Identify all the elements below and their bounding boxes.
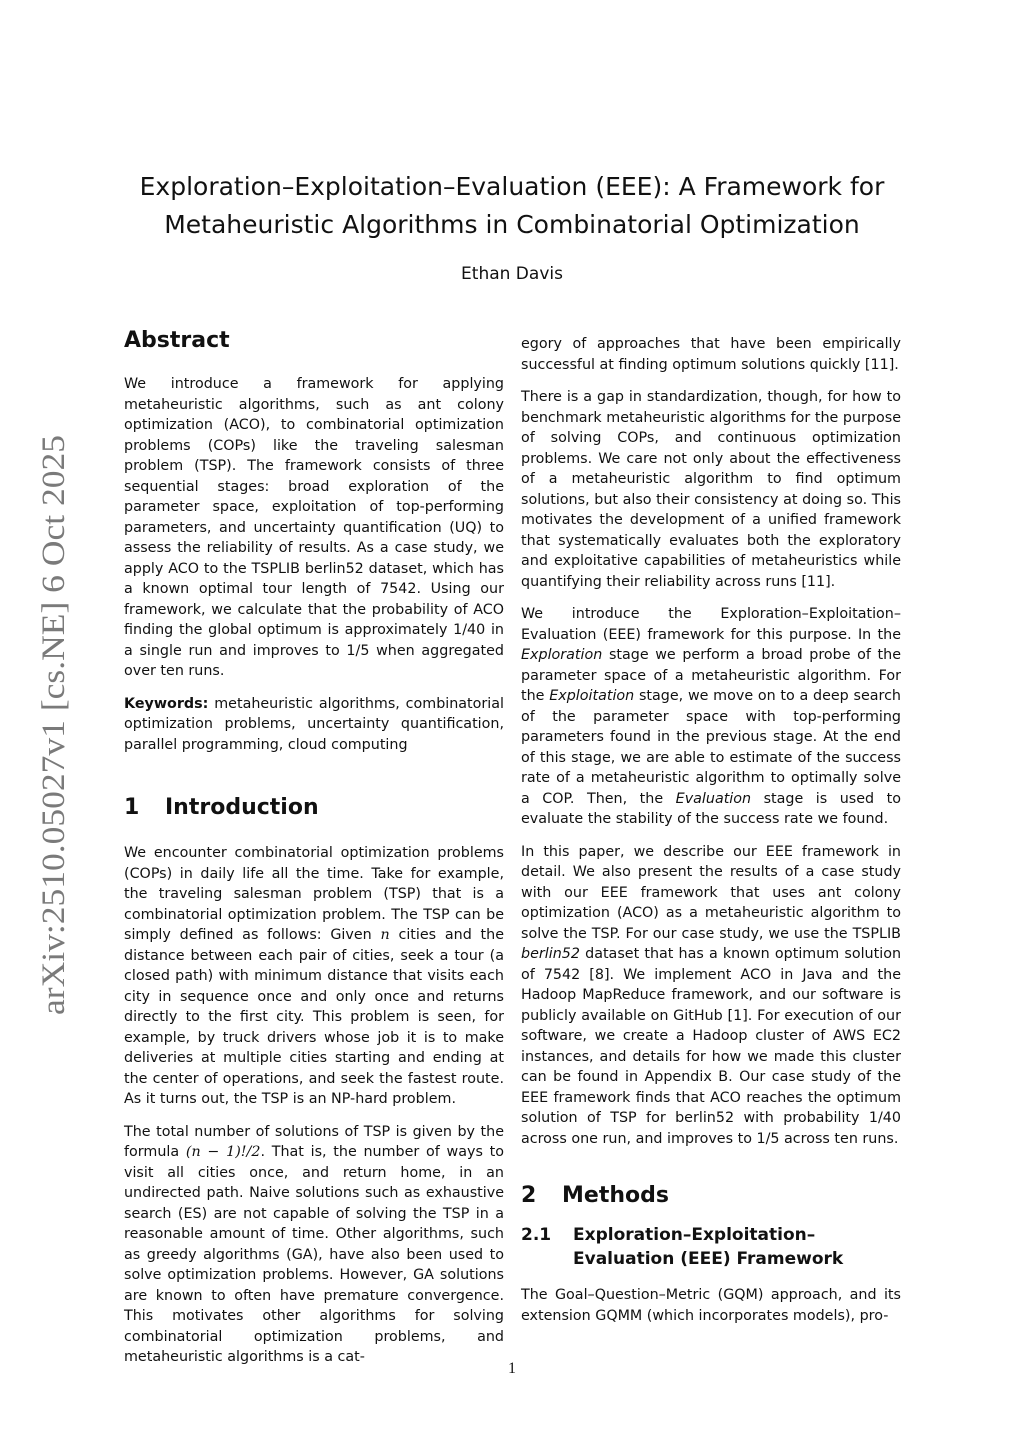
section-title: Introduction xyxy=(165,795,319,820)
right-column xyxy=(521,334,901,1338)
math-formula: (n − 1)!/2 xyxy=(185,1144,261,1160)
emphasis-exploration: Exploration xyxy=(521,647,603,663)
emphasis-exploitation: Exploitation xyxy=(549,688,635,704)
intro-paragraph-5 xyxy=(521,604,901,830)
text-run: In this paper, we describe our EEE framework in detail. We also present the results of a case study with our EEE framework that uses ant colony optimization (ACO) as a metaheuristic algorithm to solve the TSP. For our case study, we use the TSPLIB xyxy=(521,843,901,942)
keywords xyxy=(124,694,504,756)
section-introduction-heading xyxy=(124,795,504,821)
subsection-eee-heading xyxy=(521,1223,901,1271)
keywords-list: metaheuristic algorithms, combinatorial optimization problems, uncertainty quantification, parallel programming, cloud computing xyxy=(124,695,504,753)
text-run: dataset that has a known optimum solution of 7542 [8]. We implement ACO in Java and the Hadoop MapReduce framework, and our software is publicly available on GitHub [1]. For execution of our software, we create a Hadoop cluster of AWS EC2 instances, and details for how we made this cluster can be found in Appendix B. Our case study of the EEE framework finds that ACO reaches the optimum solution of TSP for berlin52 with probability 1/40 across one run, and improves to 1/5 across ten runs. xyxy=(521,946,901,1147)
title-line-1: Exploration–Exploitation–Evaluation (EEE): A Framework for xyxy=(139,172,885,201)
math-variable: n xyxy=(380,927,390,943)
paper-title xyxy=(100,168,924,244)
intro-paragraph-1 xyxy=(124,843,504,1110)
keywords-label: Keywords: xyxy=(124,695,209,712)
emphasis-evaluation: Evaluation xyxy=(675,790,752,807)
left-column xyxy=(124,328,504,1380)
methods-paragraph-1: The Goal–Question–Metric (GQM) approach, and its extension GQMM (which incorporates models), pro- xyxy=(521,1287,901,1324)
section-number: 1 xyxy=(124,795,140,820)
text-run: stage, we move on to a deep search of the parameter space with top-performing parameters found in the previous stage. At the end of this stage, we are able to estimate of the success rate of a metaheuristic algorithm to optimally solve a COP. Then, the xyxy=(521,688,901,807)
text-run: cities and the distance between each pair of cities, seek a tour (a closed path) with minimum distance that visits each city in sequence once and only once and returns directly to the first city. This problem is seen, for example, by truck drivers whose job it is to make deliveries at multiple cities starting and ending at the center of operations, and seek the fastest route. As it turns out, the TSP is an NP-hard problem. xyxy=(124,927,504,1107)
text-run: stage is used to evaluate the stability of the success rate we found. xyxy=(521,790,901,827)
abstract-text: We introduce a framework for applying metaheuristic algorithms, such as ant colony optimization (ACO), to combinatorial optimization problems (COPs) like the traveling salesman problem (TSP). The framework consists of three sequential stages: broad exploration of the parameter space, exploitation of top-performing parameters, and uncertainty quantification (UQ) to assess the reliability of results. As a case study, we apply ACO to the TSPLIB berlin52 dataset, which has a known optimal tour length of 7542. Using our framework, we calculate that the probability of ACO finding the global optimum is approximately 1/40 in a single run and improves to 1/5 when aggregated over ten runs. xyxy=(124,376,504,679)
text-run: We encounter combinatorial optimization problems (COPs) in daily life all the time. Take for example, the traveling salesman problem (TSP) that is a combinatorial optimization problem. The TSP can be simply defined as follows: Given xyxy=(124,845,504,943)
emphasis-berlin52: berlin52 xyxy=(521,946,580,962)
arxiv-id-text: arXiv:2510.05027v1 [cs.NE] 6 Oct 2025 xyxy=(36,476,72,1015)
intro-paragraph-4: There is a gap in standardization, though, for how to benchmark metaheuristic algorithms for the purpose of solving COPs, and continuous optimization problems. We care not only about the effectiveness of a metaheuristic algorithm to find optimum solutions, but also their consistency at doing so. This motivates the development of a unified framework that systematically evaluates both the exploratory and exploitative capabilities of metaheuristics while quantifying their reliability across runs [11]. xyxy=(521,389,901,590)
section-title: Methods xyxy=(562,1183,669,1208)
section-methods-heading xyxy=(521,1183,901,1209)
intro-paragraph-2 xyxy=(124,1122,504,1368)
text-run: The total number of solutions of TSP is given by the formula xyxy=(124,1123,504,1160)
intro-paragraph-6 xyxy=(521,842,901,1150)
arxiv-stamp-svg xyxy=(18,430,78,1020)
text-run: . That is, the number of ways to visit all cities once, and return home, in an undirected path. Naive solutions such as exhaustive search (ES) are not capable of solving the TSP in a reasonable amount of time. Other algorithms, such as greedy algorithms (GA), have also been used to solve optimization problems. However, GA solutions are known to often have premature convergence. This motivates other algorithms for solving combinatorial optimization problems, and metaheuristic algorithms is a cat- xyxy=(124,1144,504,1365)
text-run: stage we perform a broad probe of the parameter space of a metaheuristic algorithm. For the xyxy=(521,647,901,704)
title-line-2: Metaheuristic Algorithms in Combinatorial Optimization xyxy=(164,210,860,239)
subsection-title: Exploration–Exploitation–Evaluation (EEE) Framework xyxy=(573,1225,844,1269)
abstract-heading: Abstract xyxy=(124,328,230,353)
section-number: 2 xyxy=(521,1183,537,1208)
subsection-number: 2.1 xyxy=(521,1225,552,1245)
intro-paragraph-3: egory of approaches that have been empirically successful at finding optimum solutions quickly [11]. xyxy=(521,336,901,373)
page-number: 1 xyxy=(508,1360,516,1377)
author-name: Ethan Davis xyxy=(461,264,563,284)
arxiv-identifier-stamp xyxy=(18,430,78,1020)
text-run: We introduce the Exploration–Exploitation–Evaluation (EEE) framework for this purpose. In the xyxy=(521,606,901,643)
